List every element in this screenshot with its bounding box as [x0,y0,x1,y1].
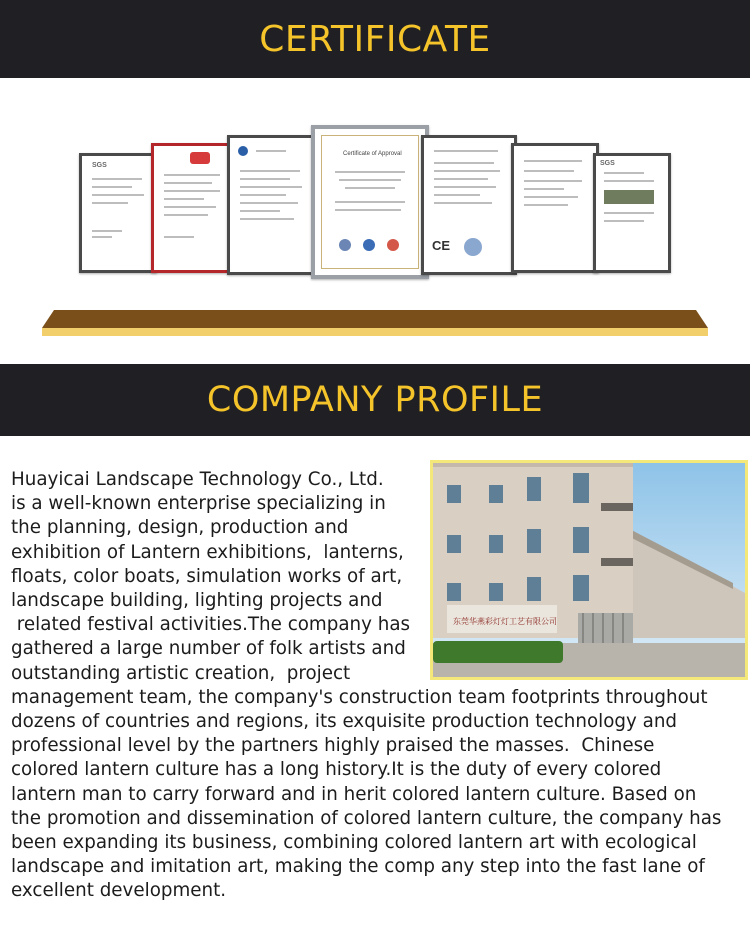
factory-sign-text: 东莞华燕彩灯灯工艺有限公司 [453,617,557,626]
profile-line: excellent development. [11,880,227,902]
profile-line: related festival activities.The company has [11,614,411,636]
product-image [604,190,654,204]
display-shelf-top [42,310,708,328]
certificate-document [593,153,671,273]
profile-line: colored lantern culture has a long history.It is the duty of every colored [11,759,662,781]
profile-line: exhibition of Lantern exhibitions, lanterns, [11,541,404,563]
certificate-document [79,153,157,273]
profile-line: outstanding artistic creation, project [11,662,351,684]
certificate-document [311,125,429,279]
certificate-header: Certificate of Approval [343,151,402,157]
profile-line: the planning, design, production and [11,517,349,539]
profile-line: management team, the company's construction team footprints throughout [11,686,708,708]
certificate-title: CERTIFICATE [259,18,491,60]
certificate-seal [339,239,351,251]
certificate-seal [387,239,399,251]
certificate-header: SGS [92,162,107,169]
profile-line: Huayicai Landscape Technology Co., Ltd. [11,469,384,490]
certificate-document [227,135,317,275]
profile-line: the promotion and dissemination of colored lantern culture, the company has [11,807,722,829]
display-shelf-edge [42,328,708,336]
certificate-header: SGS [600,160,615,167]
ce-mark: CE [432,238,451,253]
profile-line: landscape building, lighting projects and [11,590,383,612]
certificate-seal [238,146,248,156]
company-profile-title: COMPANY PROFILE [206,380,544,420]
company-profile-banner [0,364,750,436]
certificate-seal [190,152,210,164]
profile-line: landscape and imitation art, making the comp any step into the fast lane of [11,856,705,878]
profile-line: lantern man to carry forward and in herit colored lantern culture. Based on [11,783,697,805]
certificate-document [151,143,233,273]
certificate-seal [363,239,375,251]
profile-line: floats, color boats, simulation works of art, [11,565,403,587]
certificate-seal [464,238,482,256]
certificate-document [511,143,599,273]
profile-line: been expanding its business, combining colored lantern art with ecological [11,832,697,854]
profile-line: dozens of countries and regions, its exquisite production technology and [11,711,678,733]
certificate-banner [0,0,750,78]
certificate-document [421,135,517,275]
profile-line: is a well-known enterprise specializing in [11,493,386,515]
profile-line: professional level by the partners highly praised the masses. Chinese [11,735,655,757]
profile-line: gathered a large number of folk artists and [11,638,406,660]
company-profile-text [11,468,750,904]
